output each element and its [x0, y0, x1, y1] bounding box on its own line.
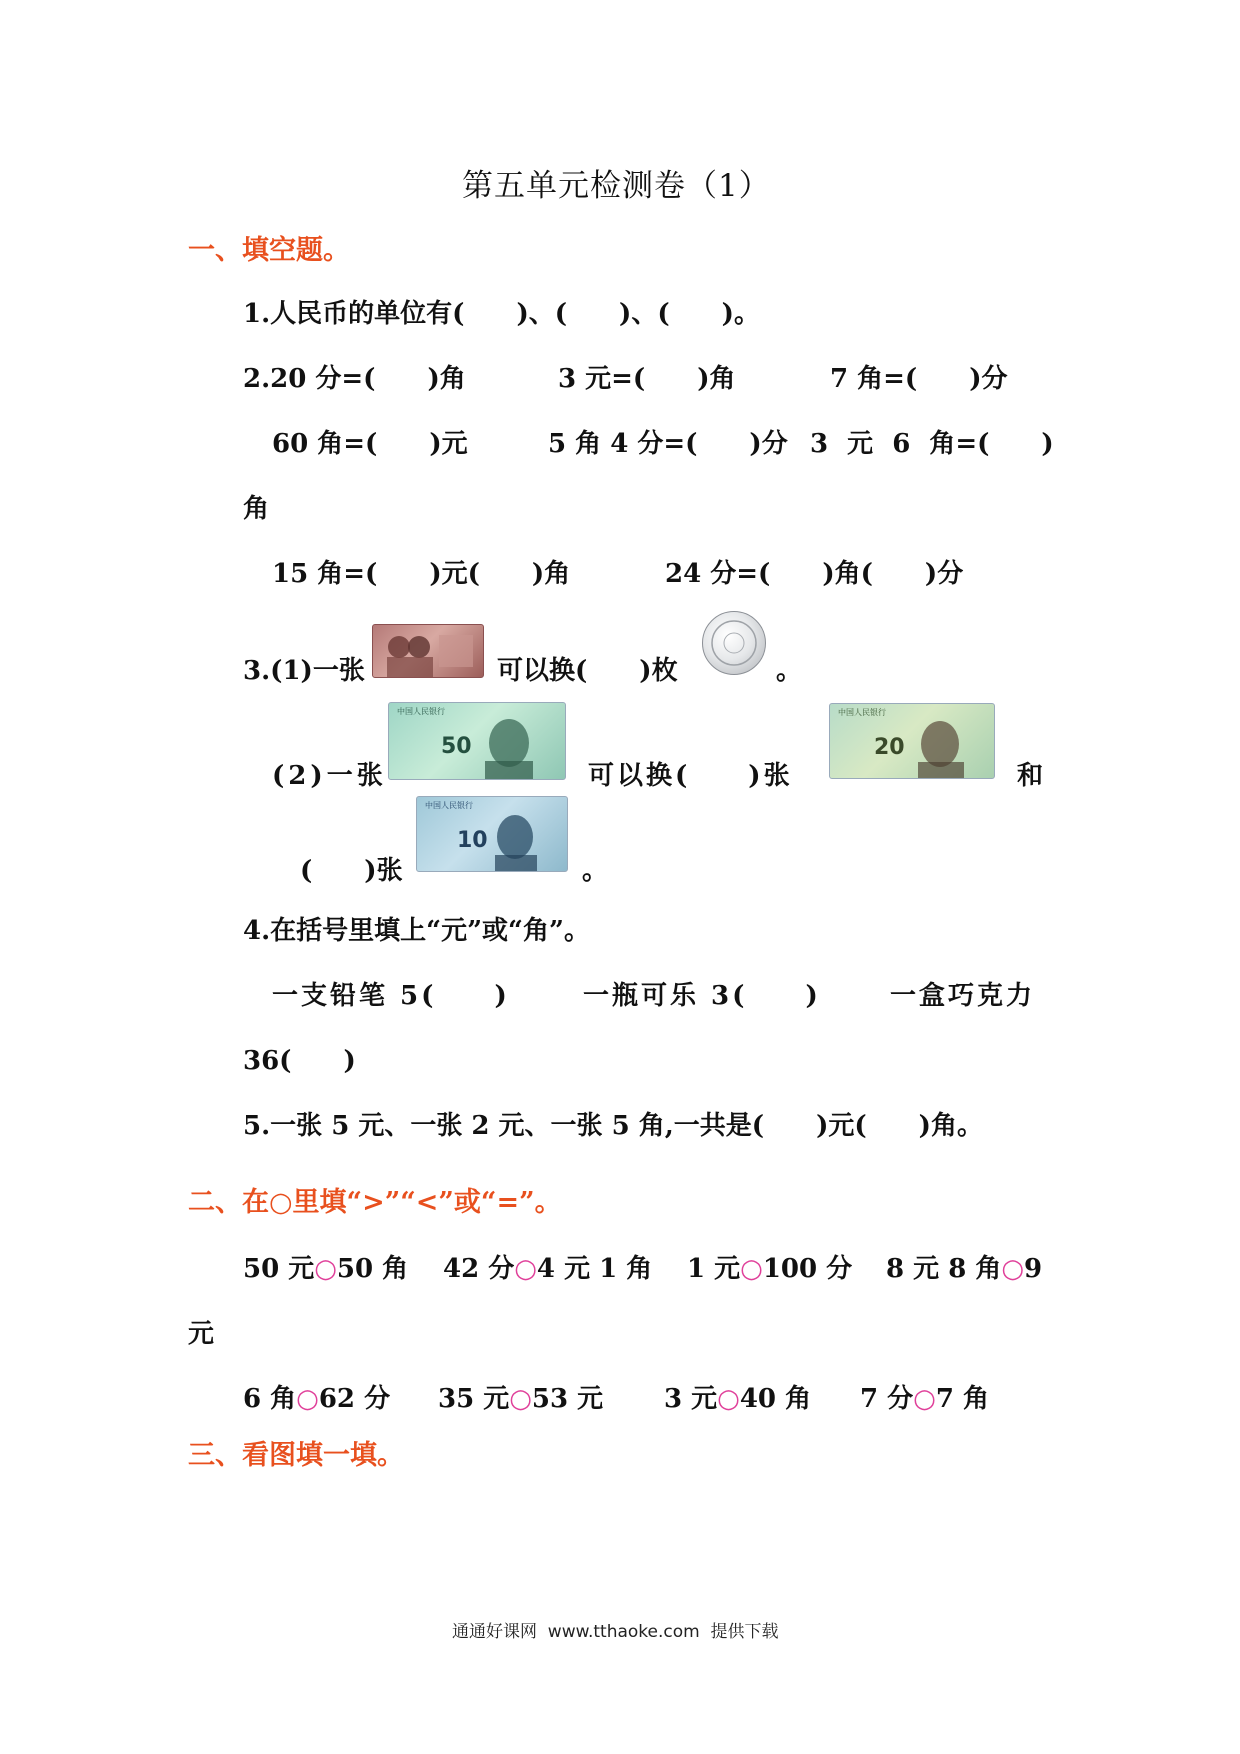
section-heading-3: 三、看图填一填。 [188, 1440, 404, 1471]
one-fen-coin-image [702, 611, 766, 675]
twenty-yuan-note-image [829, 703, 995, 779]
question-4c-price: 36( ) [243, 1046, 356, 1076]
question-3-2-middle: 可以换( )张 [588, 761, 793, 791]
compare-row-2-item-3: 3 元○40 角 [664, 1384, 812, 1414]
compare-row-2-item-2: 35 元○53 元 [438, 1384, 604, 1414]
compare-circle[interactable]: ○ [509, 1384, 532, 1414]
denomination-10: 10 [457, 828, 488, 853]
compare-circle[interactable]: ○ [740, 1254, 763, 1284]
question-4-heading: 4.在括号里填上“元”或“角”。 [243, 916, 590, 946]
compare-row-1-item-4: 8 元 8 角○9 [886, 1254, 1043, 1284]
compare-circle[interactable]: ○ [314, 1254, 337, 1284]
question-2b: 3 元=( )角 [558, 364, 736, 394]
compare-row-1-item-2: 42 分○4 元 1 角 [443, 1254, 653, 1284]
section-heading-2: 二、在○里填“>”“<”或“=”。 [188, 1187, 562, 1218]
one-jiao-note-image [372, 624, 484, 678]
denomination-50: 50 [441, 734, 472, 759]
bank-name-20: 中国人民银行 [838, 708, 886, 717]
compare-circle[interactable]: ○ [1001, 1254, 1025, 1284]
question-4c: 一盒巧克力 [890, 981, 1036, 1011]
question-3-2-count: ( )张 [300, 856, 403, 886]
question-2g: 15 角=( )元( )角 [272, 559, 571, 589]
question-5: 5.一张 5 元、一张 2 元、一张 5 角,一共是( )元( )角。 [243, 1111, 983, 1141]
question-3-2-and: 和 [1017, 761, 1044, 791]
compare-circle[interactable]: ○ [913, 1384, 936, 1414]
page-title: 第五单元检测卷（1） [462, 168, 771, 204]
twenty-yuan-note-art [830, 704, 994, 778]
compare-row-1-wrap: 元 [188, 1319, 215, 1349]
question-3-1-start: 3.(1)一张 [243, 656, 365, 686]
question-2h: 24 分=( )角( )分 [665, 559, 964, 589]
question-3-2-end: 。 [582, 856, 609, 886]
bank-name-10: 中国人民银行 [425, 801, 473, 810]
question-1: 1.人民币的单位有( )、( )、( )。 [243, 299, 760, 329]
question-3-1-end: 。 [776, 656, 803, 686]
denomination-20: 20 [874, 735, 905, 760]
fifty-yuan-note-art [389, 703, 565, 779]
compare-row-1-item-1: 50 元○50 角 [243, 1254, 409, 1284]
question-2f-unit: 角 [243, 494, 270, 524]
question-2a: 2.20 分=( )角 [243, 364, 466, 394]
compare-circle[interactable]: ○ [514, 1254, 537, 1284]
bank-name-50: 中国人民银行 [397, 707, 445, 716]
question-3-2-start: (2)一张 [272, 761, 387, 791]
compare-row-1-item-3: 1 元○100 分 [687, 1254, 853, 1284]
question-4a: 一支铅笔 5( ) [272, 981, 510, 1011]
ten-yuan-note-art [417, 797, 567, 871]
compare-circle[interactable]: ○ [717, 1384, 740, 1414]
question-3-1-middle: 可以换( )枚 [497, 656, 678, 686]
coin-emblem [703, 612, 765, 674]
ten-yuan-note-image [416, 796, 568, 872]
compare-row-2-item-4: 7 分○7 角 [860, 1384, 989, 1414]
question-2f: 3 元 6 角=( ) [810, 429, 1054, 459]
one-jiao-note-art [373, 625, 483, 677]
question-4b: 一瓶可乐 3( ) [583, 981, 821, 1011]
question-2e: 5 角 4 分=( )分 [548, 429, 788, 459]
fifty-yuan-note-image [388, 702, 566, 780]
section-heading-1: 一、填空题。 [188, 235, 350, 266]
compare-circle[interactable]: ○ [296, 1384, 319, 1414]
page-footer: 通通好课网 www.tthaoke.com 提供下载 [452, 1622, 779, 1642]
question-2d: 60 角=( )元 [272, 429, 468, 459]
question-2c: 7 角=( )分 [830, 364, 1008, 394]
compare-row-2-item-1: 6 角○62 分 [243, 1384, 391, 1414]
